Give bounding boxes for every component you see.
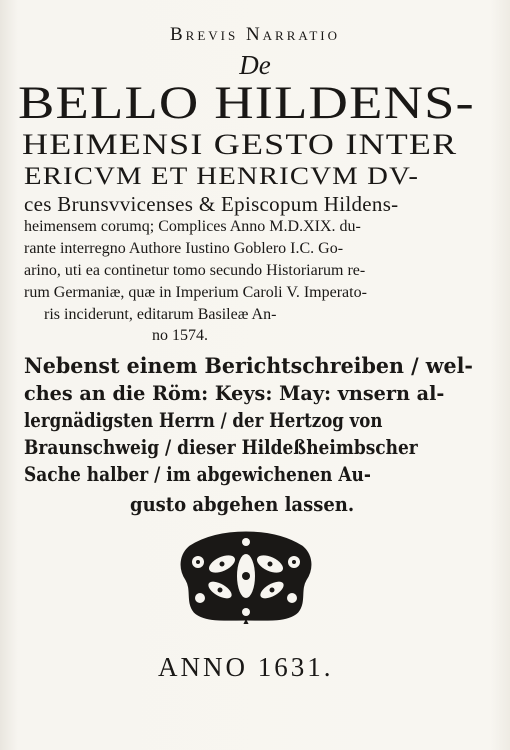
de-line: De	[239, 50, 271, 80]
german-line-2: ches an die Röm: Keys: May: vnsern al-	[24, 381, 445, 405]
body-line-germaniae: rum Germaniæ, quæ in Imperium Caroli V. Imperato-	[24, 284, 367, 301]
body-line-historiarum: arino, uti ea continetur tomo secundo Historiarum re-	[24, 262, 366, 279]
title-line-ericum: ERICVM ET HENRICVM DV-	[24, 163, 420, 190]
title-line-bello: BELLO HILDENS-	[18, 77, 475, 129]
body-line-basileae: ris inciderunt, editarum Basileæ An-	[44, 306, 277, 323]
title-line-heimensi: HEIMENSI GESTO INTER	[22, 128, 458, 161]
german-line-6: gusto abgehen lassen.	[130, 492, 355, 516]
german-line-1: Nebenst einem Berichtschreiben / wel-	[24, 353, 473, 378]
imprint-year: ANNO 1631.	[158, 652, 334, 682]
german-line-4: Braunschweig / dieser Hildeßheimbscher	[24, 435, 418, 459]
body-line-complices: heimensem corumq; Complices Anno M.D.XIX. du-	[24, 218, 361, 235]
title-line-brunsvvicenses: ces Brunsvvicenses & Episcopum Hildens-	[24, 192, 399, 216]
brevis-narratio-line: Brevis Narratio	[169, 24, 341, 45]
german-line-3: lergnädigsten Herrn / der Hertzog von	[24, 408, 383, 432]
printers-ornament-icon	[176, 528, 316, 624]
body-line-year: no 1574.	[152, 327, 208, 344]
body-line-authore: rante interregno Authore Iustino Goblero I.C. Go-	[24, 240, 344, 257]
german-line-5: Sache halber / im abgewichenen Au-	[24, 462, 371, 486]
